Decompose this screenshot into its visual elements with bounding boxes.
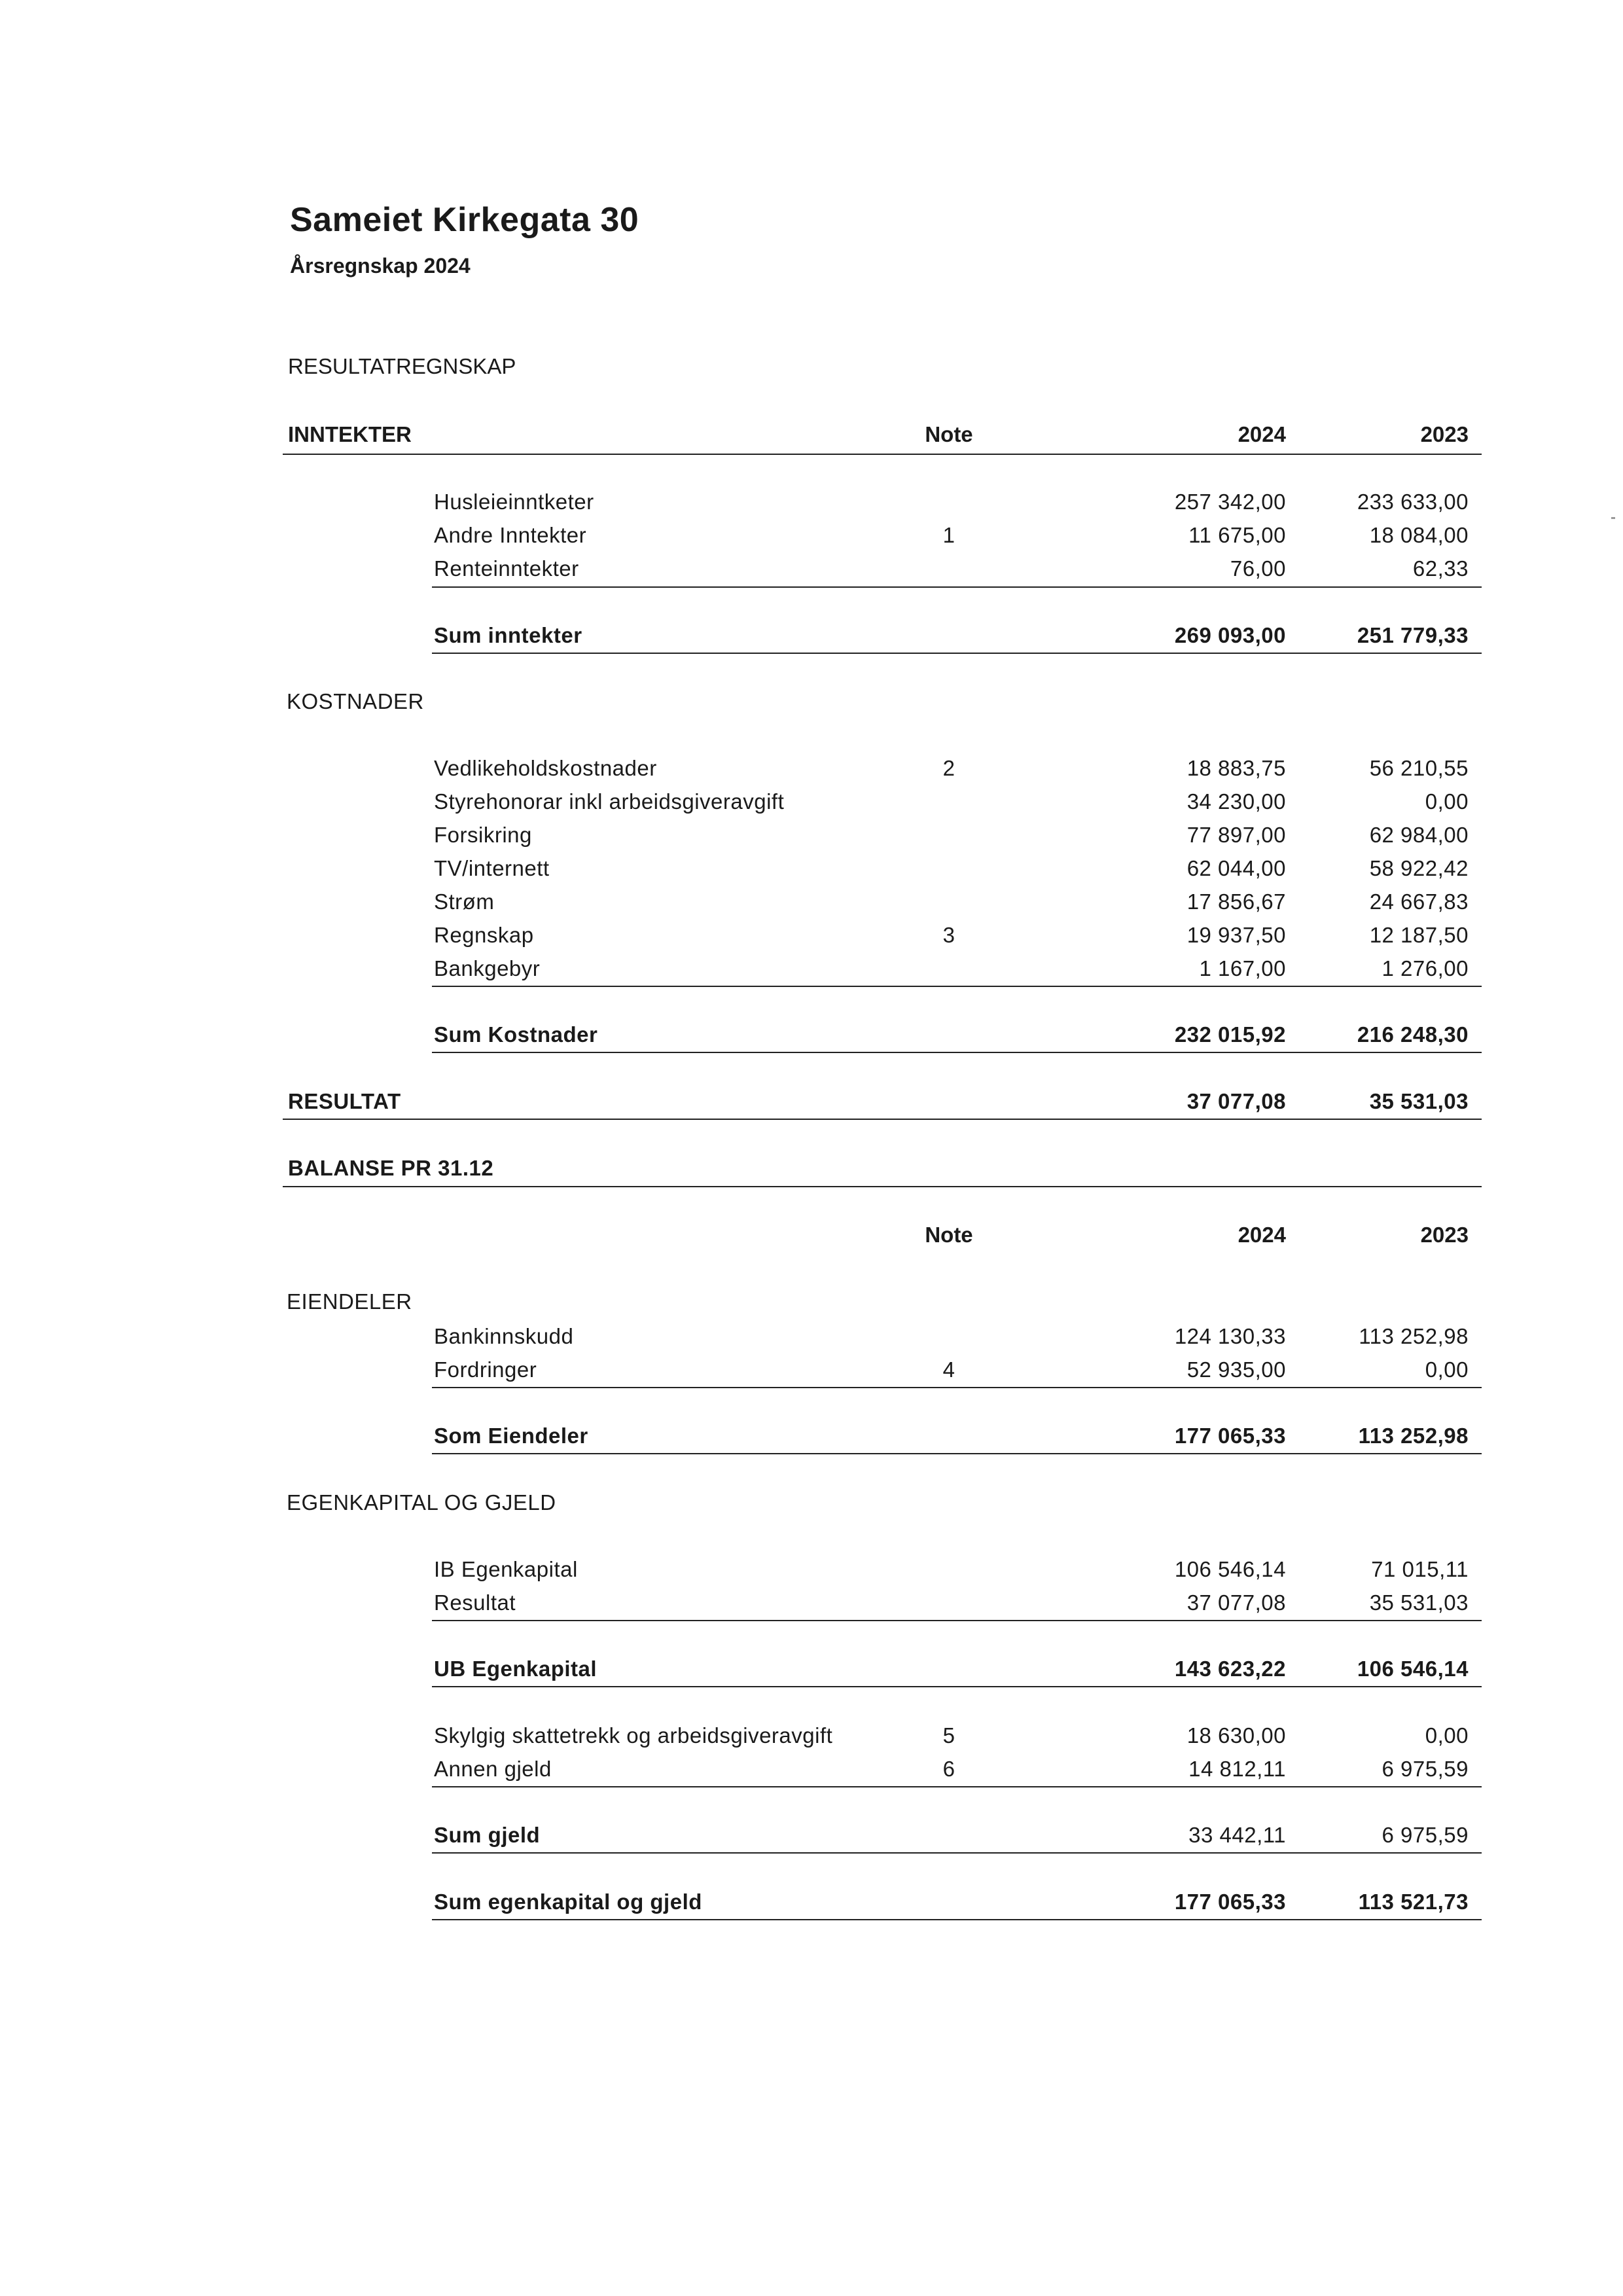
assets-heading: EIENDELER — [287, 1289, 412, 1314]
result-statement-heading: RESULTATREGNSKAP — [288, 354, 516, 378]
row-value-2024: 11 675,00 — [1188, 523, 1286, 547]
row-value-2023: 24 667,83 — [1369, 889, 1469, 914]
row-value-2023: 58 922,42 — [1369, 856, 1469, 880]
header-rule — [283, 454, 1482, 455]
row-label: IB Egenkapital — [434, 1557, 578, 1581]
subtotal-rule — [432, 1620, 1482, 1621]
sum-value-2023: 251 779,33 — [1357, 623, 1469, 647]
row-value-2023: 71 015,11 — [1371, 1557, 1469, 1581]
row-value-2023: 56 210,55 — [1369, 756, 1469, 780]
sum-value-2024: 143 623,22 — [1174, 1657, 1286, 1681]
sum-rule — [432, 1453, 1482, 1454]
row-value-2023: 18 084,00 — [1369, 523, 1469, 547]
income-heading: INNTEKTER — [288, 422, 412, 446]
row-note: 3 — [942, 923, 955, 947]
sum-value-2023: 106 546,14 — [1357, 1657, 1469, 1681]
row-value-2023: 233 633,00 — [1357, 490, 1469, 514]
subtotal-rule — [432, 986, 1482, 987]
sum-value-2023: 6 975,59 — [1382, 1823, 1469, 1847]
row-value-2023: 1 276,00 — [1382, 956, 1469, 980]
row-value-2024: 106 546,14 — [1174, 1557, 1286, 1581]
row-value-2024: 77 897,00 — [1186, 823, 1286, 847]
row-label: Forsikring — [434, 823, 532, 847]
sum-rule — [432, 1686, 1482, 1687]
sum-label: Sum inntekter — [434, 623, 582, 647]
row-label: Strøm — [434, 889, 495, 914]
row-value-2024: 62 044,00 — [1186, 856, 1286, 880]
row-value-2023: 113 252,98 — [1359, 1324, 1469, 1348]
row-label: Fordringer — [434, 1357, 537, 1382]
row-label: Annen gjeld — [434, 1757, 552, 1781]
row-value-2024: 124 130,33 — [1174, 1324, 1286, 1348]
row-value-2023: 0,00 — [1425, 789, 1469, 814]
row-value-2024: 34 230,00 — [1186, 789, 1286, 814]
sum-label: Sum Kostnader — [434, 1022, 598, 1047]
total-value-2023: 113 521,73 — [1358, 1890, 1469, 1914]
scan-mark — [1611, 517, 1615, 519]
sum-rule — [432, 1852, 1482, 1854]
sum-value-2024: 232 015,92 — [1174, 1022, 1286, 1047]
subtotal-rule — [432, 1387, 1482, 1388]
total-value-2024: 177 065,33 — [1174, 1890, 1286, 1914]
note-column-header: Note — [925, 1223, 973, 1247]
row-value-2024: 17 856,67 — [1186, 889, 1286, 914]
row-value-2023: 35 531,03 — [1369, 1590, 1469, 1615]
subtotal-rule — [432, 586, 1482, 588]
sum-value-2024: 33 442,11 — [1188, 1823, 1286, 1847]
row-value-2024: 14 812,11 — [1188, 1757, 1286, 1781]
balance-heading: BALANSE PR 31.12 — [288, 1156, 494, 1180]
row-value-2023: 6 975,59 — [1382, 1757, 1469, 1781]
row-label: Regnskap — [434, 923, 534, 947]
result-value-2023: 35 531,03 — [1369, 1089, 1469, 1113]
row-value-2024: 18 630,00 — [1186, 1723, 1286, 1748]
total-rule — [432, 1919, 1482, 1920]
year-2023-column-header: 2023 — [1420, 422, 1469, 446]
row-value-2023: 62,33 — [1412, 556, 1469, 581]
costs-heading: KOSTNADER — [287, 689, 424, 713]
row-note: 1 — [942, 523, 955, 547]
row-note: 4 — [942, 1357, 955, 1382]
note-column-header: Note — [925, 422, 973, 446]
row-value-2024: 76,00 — [1230, 556, 1286, 581]
row-label: Vedlikeholdskostnader — [434, 756, 657, 780]
row-label: Resultat — [434, 1590, 516, 1615]
sum-value-2024: 269 093,00 — [1174, 623, 1286, 647]
row-label: Styrehonorar inkl arbeidsgiveravgift — [434, 789, 785, 814]
row-value-2024: 19 937,50 — [1186, 923, 1286, 947]
equity-and-debt-heading: EGENKAPITAL OG GJELD — [287, 1490, 556, 1515]
row-note: 2 — [942, 756, 955, 780]
row-value-2024: 52 935,00 — [1186, 1357, 1286, 1382]
row-label: Husleieinntketer — [434, 490, 594, 514]
result-value-2024: 37 077,08 — [1186, 1089, 1286, 1113]
row-label: Bankgebyr — [434, 956, 541, 980]
year-2024-column-header: 2024 — [1238, 422, 1286, 446]
sum-label: Som Eiendeler — [434, 1424, 588, 1448]
sum-value-2023: 216 248,30 — [1357, 1022, 1469, 1047]
row-label: Andre Inntekter — [434, 523, 587, 547]
total-label: Sum egenkapital og gjeld — [434, 1890, 702, 1914]
row-label: Renteinntekter — [434, 556, 579, 581]
row-value-2023: 0,00 — [1425, 1723, 1469, 1748]
year-2024-column-header: 2024 — [1238, 1223, 1286, 1247]
document-subtitle: Årsregnskap 2024 — [290, 254, 471, 278]
row-label: TV/internett — [434, 856, 550, 880]
row-value-2024: 18 883,75 — [1186, 756, 1286, 780]
balance-rule — [283, 1186, 1482, 1187]
sum-value-2024: 177 065,33 — [1174, 1424, 1286, 1448]
row-value-2023: 0,00 — [1425, 1357, 1469, 1382]
sum-rule — [432, 1052, 1482, 1053]
row-note: 6 — [942, 1757, 955, 1781]
row-note: 5 — [942, 1723, 955, 1748]
result-label: RESULTAT — [288, 1089, 401, 1113]
sum-label: Sum gjeld — [434, 1823, 541, 1847]
row-label: Bankinnskudd — [434, 1324, 574, 1348]
row-value-2023: 62 984,00 — [1369, 823, 1469, 847]
row-label: Skylgig skattetrekk og arbeidsgiveravgift — [434, 1723, 833, 1748]
row-value-2023: 12 187,50 — [1369, 923, 1469, 947]
row-value-2024: 257 342,00 — [1174, 490, 1286, 514]
row-value-2024: 1 167,00 — [1199, 956, 1286, 980]
subtotal-rule — [432, 1786, 1482, 1787]
sum-label: UB Egenkapital — [434, 1657, 597, 1681]
sum-rule — [432, 653, 1482, 654]
result-rule — [283, 1119, 1482, 1120]
document-title: Sameiet Kirkegata 30 — [290, 201, 639, 239]
sum-value-2023: 113 252,98 — [1358, 1424, 1469, 1448]
row-value-2024: 37 077,08 — [1186, 1590, 1286, 1615]
year-2023-column-header: 2023 — [1420, 1223, 1469, 1247]
